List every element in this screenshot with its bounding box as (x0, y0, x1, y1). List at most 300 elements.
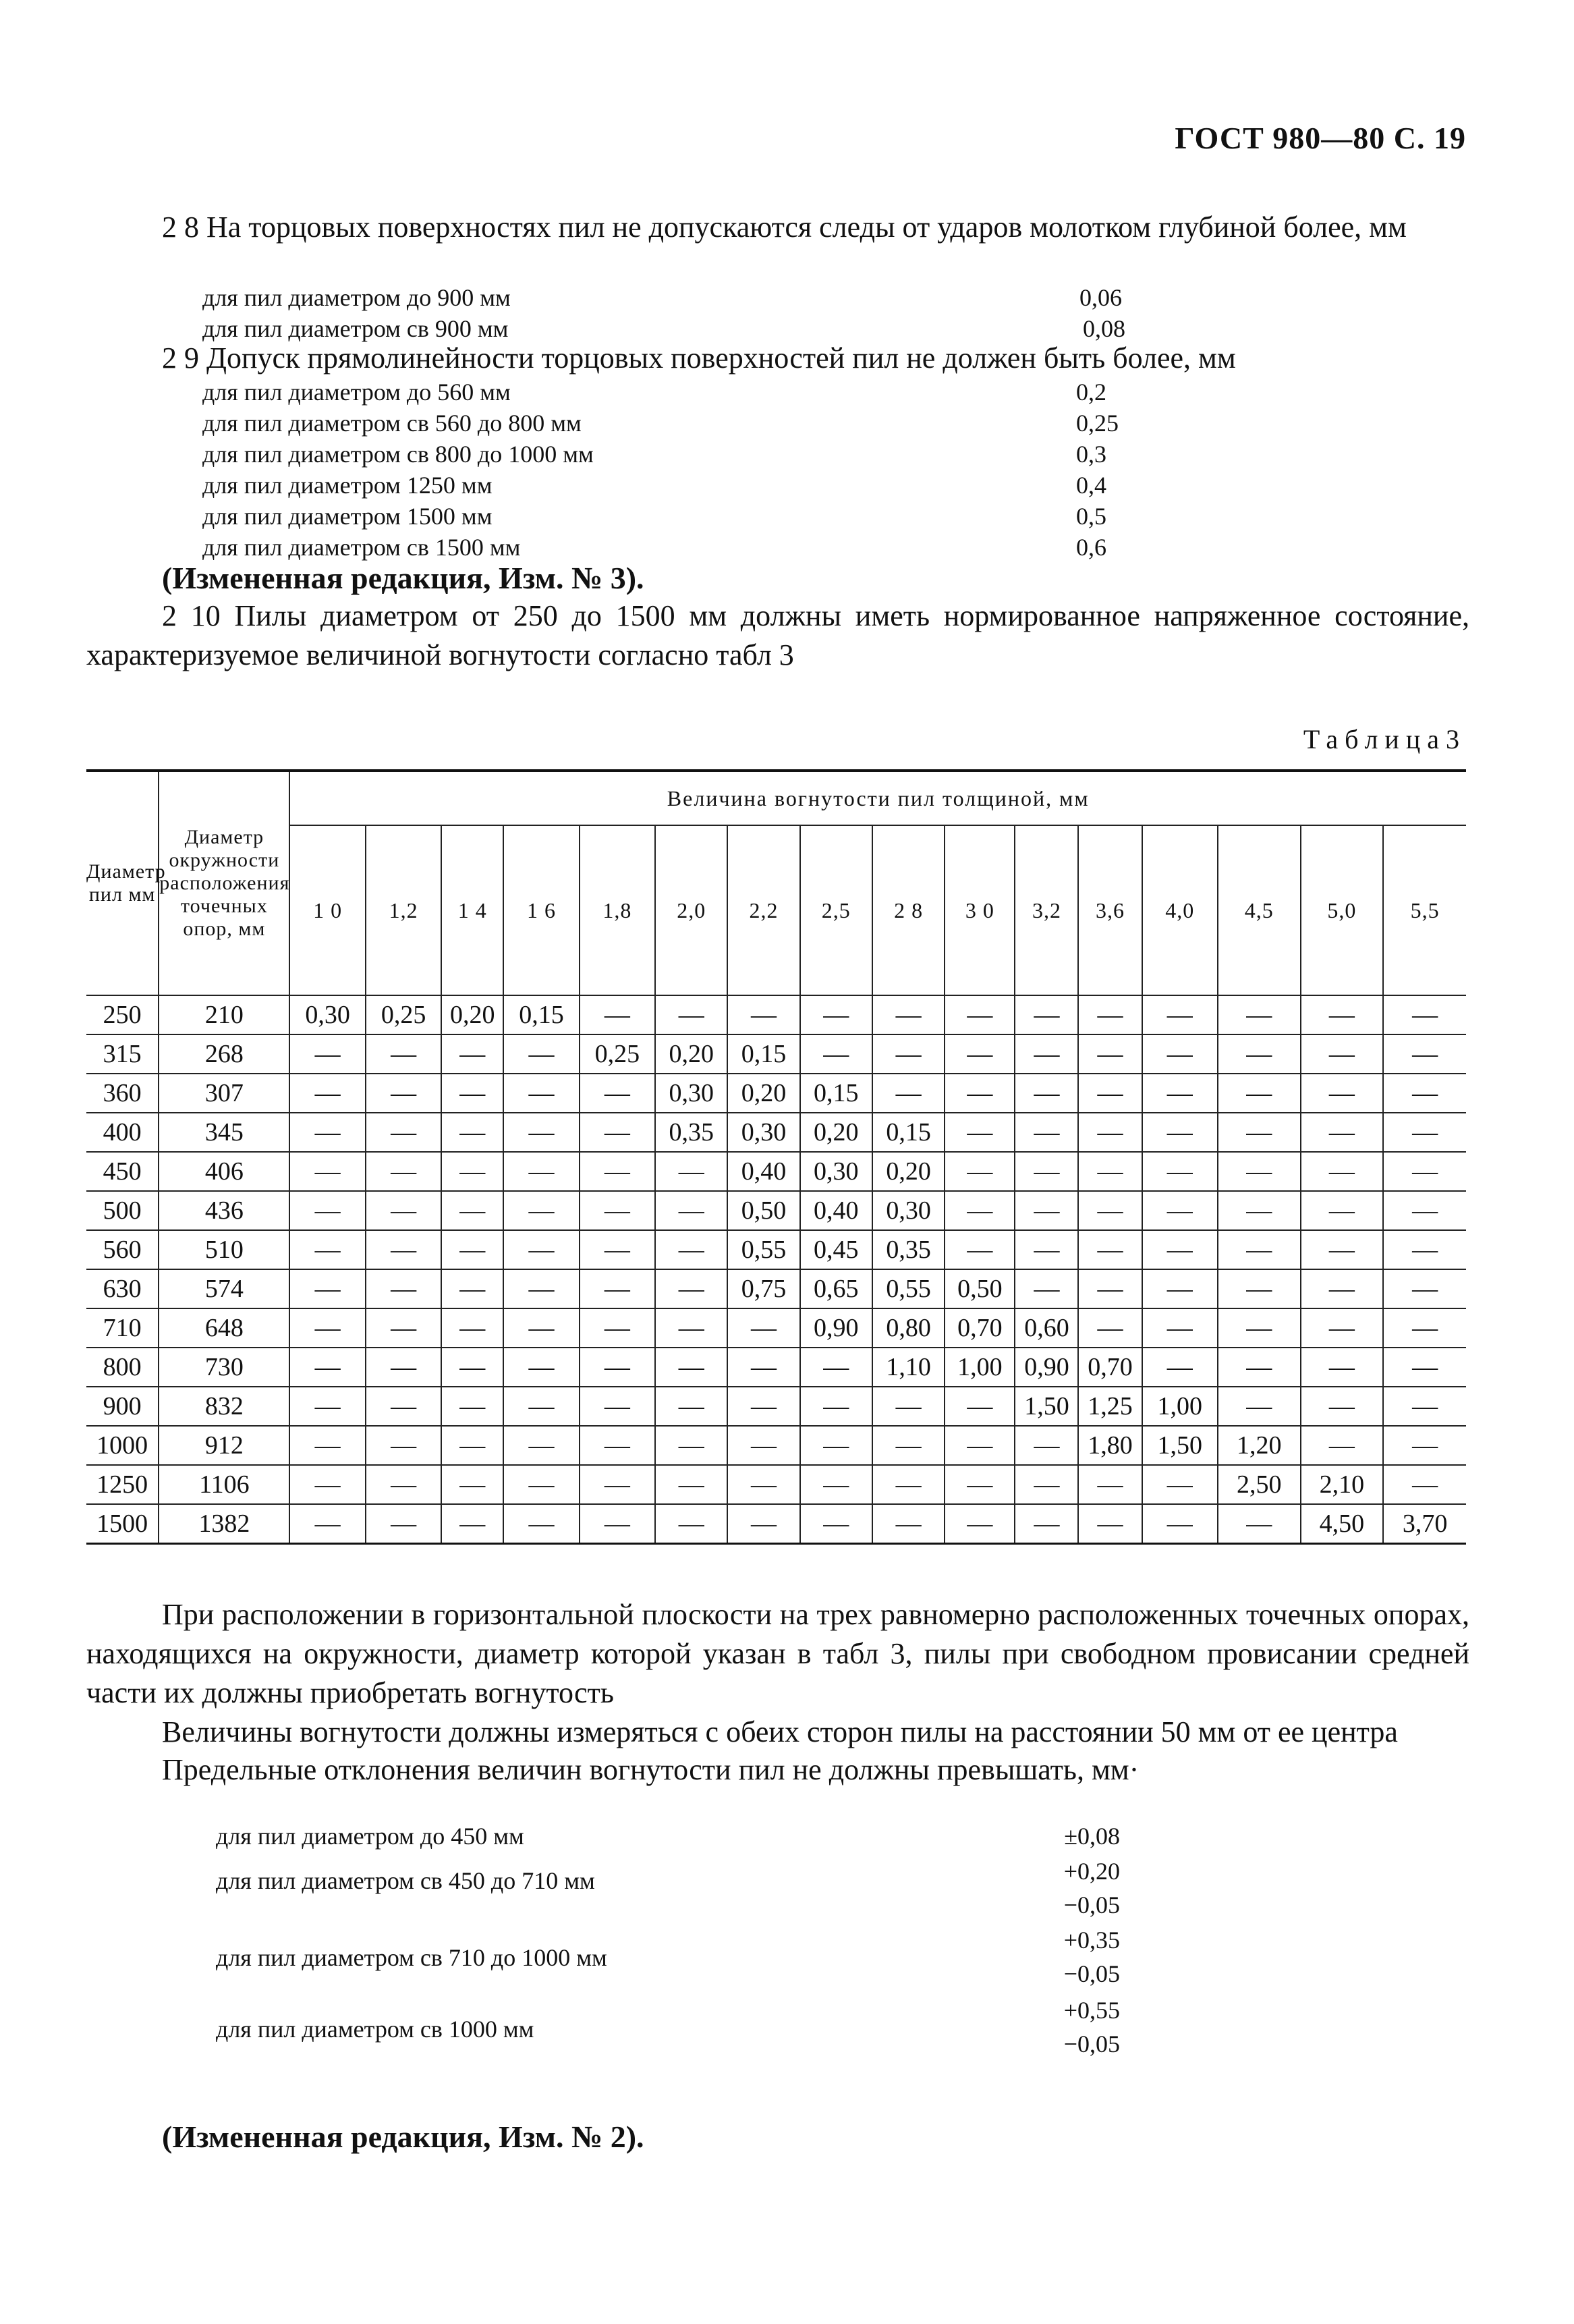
cell-concavity: 0,50 (727, 1191, 799, 1230)
cell-concavity: — (289, 1465, 365, 1504)
cell-concavity: — (1142, 1152, 1218, 1191)
cell-diameter: 800 (86, 1348, 159, 1387)
cell-concavity: — (289, 1113, 365, 1152)
cell-concavity: — (1383, 1113, 1466, 1152)
header-thickness: 3,2 (1015, 825, 1078, 995)
header-thickness: 4,5 (1218, 825, 1301, 995)
tolerance-value-lower: −0,05 (1063, 1960, 1120, 1987)
table-row (86, 1152, 1466, 1191)
cell-concavity: — (366, 1191, 441, 1230)
cell-concavity: — (1142, 1308, 1218, 1348)
cell-concavity: 0,90 (800, 1308, 872, 1348)
cell-support-diameter: 574 (159, 1269, 289, 1308)
cell-concavity: — (872, 1387, 945, 1426)
table-row (86, 1191, 1466, 1230)
header-thickness: 2,5 (800, 825, 872, 995)
cell-concavity: — (1142, 1191, 1218, 1230)
cell-concavity: — (945, 995, 1015, 1034)
cell-concavity: — (945, 1191, 1015, 1230)
tolerance-value-upper: +0,55 (1063, 1997, 1120, 2024)
cell-diameter: 500 (86, 1191, 159, 1230)
cell-concavity: — (580, 1308, 655, 1348)
paragraph-deviations-text: Предельные отклонения величин вогнутости пил не должны превышать, мм· (162, 1753, 1140, 1786)
cell-concavity: — (1078, 1113, 1142, 1152)
list-item (202, 470, 1214, 501)
cell-concavity: 0,20 (800, 1113, 872, 1152)
cell-concavity: 0,40 (800, 1191, 872, 1230)
tolerance-label: для пил диаметром до 450 мм (216, 1823, 524, 1850)
cell-concavity: 0,45 (800, 1230, 872, 1269)
cell-concavity: — (872, 1034, 945, 1074)
cell-concavity: — (1142, 1348, 1218, 1387)
cell-concavity: 1,50 (1142, 1426, 1218, 1465)
table-row (86, 1113, 1466, 1152)
cell-concavity: — (1078, 1074, 1142, 1113)
cell-concavity: 0,50 (945, 1269, 1015, 1308)
cell-concavity: — (1301, 1191, 1384, 1230)
cell-concavity: 0,20 (655, 1034, 727, 1074)
list-2-9 (202, 377, 1214, 563)
cell-diameter: 560 (86, 1230, 159, 1269)
tolerance-value-lower: −0,05 (1063, 2030, 1120, 2057)
cell-concavity: — (366, 1387, 441, 1426)
cell-concavity: 0,55 (727, 1230, 799, 1269)
tolerance-value-upper: +0,20 (1063, 1858, 1120, 1885)
cell-concavity: — (366, 1504, 441, 1544)
header-thickness: 1 6 (503, 825, 579, 995)
list-item (202, 501, 1214, 532)
cell-concavity: 0,55 (872, 1269, 945, 1308)
cell-concavity: — (945, 1426, 1015, 1465)
item-value: 0,08 (1083, 315, 1125, 342)
cell-concavity: — (289, 1387, 365, 1426)
cell-concavity: — (289, 1191, 365, 1230)
cell-concavity: — (366, 1152, 441, 1191)
header-thickness: 1 4 (441, 825, 503, 995)
tolerance-value-lower: −0,05 (1063, 1891, 1120, 1918)
cell-support-diameter: 1106 (159, 1465, 289, 1504)
cell-concavity: — (945, 1152, 1015, 1191)
cell-concavity: — (1142, 1465, 1218, 1504)
cell-concavity: — (727, 1308, 799, 1348)
cell-concavity: 0,35 (872, 1230, 945, 1269)
cell-concavity: 0,30 (872, 1191, 945, 1230)
cell-concavity: — (366, 1230, 441, 1269)
cell-concavity: — (1383, 1387, 1466, 1426)
paragraph-2-9 (86, 339, 1469, 378)
cell-concavity: — (800, 1387, 872, 1426)
table-row (86, 1074, 1466, 1113)
paragraph-placement-text: При расположении в горизонтальной плоскости на трех равномерно расположенных точечных опорах, находящихся на окружности, диаметр которой указан в табл 3, пилы при свободном провисании средней части их должны приобретать вогнутость (86, 1598, 1469, 1709)
cell-concavity: — (503, 1465, 579, 1504)
cell-concavity: — (1218, 1191, 1301, 1230)
cell-diameter: 450 (86, 1152, 159, 1191)
cell-concavity: 3,70 (1383, 1504, 1466, 1544)
cell-concavity: 2,50 (1218, 1465, 1301, 1504)
cell-concavity: — (945, 1387, 1015, 1426)
tolerance-value-upper: +0,35 (1063, 1927, 1120, 1954)
cell-concavity: — (503, 1113, 579, 1152)
cell-concavity: — (1015, 1074, 1078, 1113)
cell-concavity: — (503, 1308, 579, 1348)
table-row (86, 1387, 1466, 1426)
cell-support-diameter: 730 (159, 1348, 289, 1387)
cell-concavity: — (1078, 995, 1142, 1034)
item-label: для пил диаметром 1250 мм (202, 472, 493, 499)
cell-concavity: — (503, 1348, 579, 1387)
cell-concavity: — (580, 1113, 655, 1152)
cell-concavity: — (872, 1504, 945, 1544)
item-label: для пил диаметром св 800 до 1000 мм (202, 441, 594, 468)
cell-diameter: 630 (86, 1269, 159, 1308)
cell-concavity: — (1301, 1152, 1384, 1191)
cell-concavity: — (1383, 1034, 1466, 1074)
cell-concavity: — (503, 1034, 579, 1074)
cell-concavity: — (441, 1034, 503, 1074)
paragraph-2-10-text: 2 10 Пилы диаметром от 250 до 1500 мм должны иметь нормированное напряженное состояние, характеризуемое величиной вогнутости согласно табл 3 (86, 599, 1469, 671)
cell-concavity: — (872, 1426, 945, 1465)
cell-concavity: — (503, 1387, 579, 1426)
tolerance-label: для пил диаметром св 710 до 1000 мм (216, 1944, 607, 1971)
table-row (86, 1269, 1466, 1308)
list-item (202, 377, 1214, 408)
cell-support-diameter: 510 (159, 1230, 289, 1269)
cell-concavity: — (1383, 1465, 1466, 1504)
cell-support-diameter: 406 (159, 1152, 289, 1191)
cell-concavity: 0,90 (1015, 1348, 1078, 1387)
tolerance-label: для пил диаметром св 1000 мм (216, 2016, 534, 2043)
cell-concavity: 0,40 (727, 1152, 799, 1191)
cell-concavity: 1,25 (1078, 1387, 1142, 1426)
cell-concavity: — (727, 1504, 799, 1544)
cell-concavity: — (503, 1152, 579, 1191)
cell-concavity: — (503, 1269, 579, 1308)
cell-concavity: 2,10 (1301, 1465, 1384, 1504)
cell-diameter: 360 (86, 1074, 159, 1113)
cell-concavity: — (945, 1504, 1015, 1544)
cell-concavity: — (1383, 1074, 1466, 1113)
list-item (202, 408, 1214, 439)
cell-concavity: — (1301, 1269, 1384, 1308)
header-support-diameter: Диаметр окружности расположения точечных опор, мм (159, 771, 289, 995)
cell-concavity: — (727, 1348, 799, 1387)
cell-concavity: — (1015, 1152, 1078, 1191)
cell-concavity: 1,80 (1078, 1426, 1142, 1465)
cell-concavity: — (1301, 1308, 1384, 1348)
cell-concavity: 0,20 (727, 1074, 799, 1113)
header-thickness: 3 0 (945, 825, 1015, 995)
cell-concavity: — (580, 995, 655, 1034)
cell-concavity: — (503, 1191, 579, 1230)
cell-concavity: — (289, 1074, 365, 1113)
cell-concavity: — (441, 1504, 503, 1544)
cell-concavity: — (441, 1191, 503, 1230)
cell-concavity: — (1383, 1269, 1466, 1308)
cell-concavity: — (1078, 1465, 1142, 1504)
cell-concavity: — (580, 1230, 655, 1269)
cell-concavity: 0,80 (872, 1308, 945, 1348)
cell-support-diameter: 832 (159, 1387, 289, 1426)
cell-concavity: — (580, 1191, 655, 1230)
cell-concavity: — (289, 1152, 365, 1191)
cell-concavity: 0,65 (800, 1269, 872, 1308)
cell-concavity: — (945, 1113, 1015, 1152)
cell-diameter: 900 (86, 1387, 159, 1426)
cell-concavity: — (1301, 1426, 1384, 1465)
cell-concavity: — (945, 1034, 1015, 1074)
cell-support-diameter: 1382 (159, 1504, 289, 1544)
cell-concavity: — (441, 1348, 503, 1387)
cell-concavity: — (289, 1308, 365, 1348)
item-value: 0,5 (1076, 503, 1106, 530)
cell-concavity: — (289, 1269, 365, 1308)
cell-concavity: — (580, 1152, 655, 1191)
paragraph-2-8 (86, 208, 1469, 247)
cell-concavity: — (1078, 1308, 1142, 1348)
item-value: 0,2 (1076, 379, 1106, 406)
cell-concavity: — (580, 1465, 655, 1504)
cell-concavity: — (1142, 1504, 1218, 1544)
cell-concavity: — (441, 1426, 503, 1465)
cell-concavity: 0,25 (580, 1034, 655, 1074)
item-value: 0,3 (1076, 441, 1106, 468)
cell-concavity: 1,00 (1142, 1387, 1218, 1426)
cell-concavity: — (727, 1426, 799, 1465)
cell-support-diameter: 268 (159, 1034, 289, 1074)
cell-concavity: — (1218, 1308, 1301, 1348)
header-thickness: 2 8 (872, 825, 945, 995)
cell-concavity: — (945, 1465, 1015, 1504)
cell-concavity: — (1142, 1113, 1218, 1152)
paragraph-measurement-text: Величины вогнутости должны измеряться с обеих сторон пилы на расстоянии 50 мм от ее центра (162, 1715, 1398, 1748)
cell-support-diameter: 912 (159, 1426, 289, 1465)
header-diameter: Диаметр пил мм (86, 771, 159, 995)
cell-concavity: — (1078, 1504, 1142, 1544)
cell-concavity: — (1218, 1074, 1301, 1113)
cell-concavity: — (1301, 1348, 1384, 1387)
cell-concavity: — (800, 995, 872, 1034)
cell-concavity: — (366, 1113, 441, 1152)
cell-concavity: — (655, 1308, 727, 1348)
cell-concavity: 0,30 (800, 1152, 872, 1191)
cell-concavity: — (1142, 1230, 1218, 1269)
list-item (202, 282, 1214, 313)
header-thickness: 5,5 (1383, 825, 1466, 995)
table-row (86, 1465, 1466, 1504)
cell-concavity: — (800, 1034, 872, 1074)
cell-concavity: — (1218, 1504, 1301, 1544)
cell-concavity: 4,50 (1301, 1504, 1384, 1544)
item-label: для пил диаметром св 900 мм (202, 315, 509, 342)
cell-concavity: — (655, 1348, 727, 1387)
cell-concavity: — (503, 1504, 579, 1544)
cell-support-diameter: 210 (159, 995, 289, 1034)
cell-concavity: — (441, 1113, 503, 1152)
cell-concavity: — (727, 995, 799, 1034)
cell-concavity: — (945, 1230, 1015, 1269)
cell-concavity: — (655, 1230, 727, 1269)
cell-concavity: — (655, 1465, 727, 1504)
cell-concavity: — (366, 1465, 441, 1504)
page-header: ГОСТ 980—80 С. 19 (1175, 121, 1466, 155)
paragraph-2-9-text: 2 9 Допуск прямолинейности торцовых поверхностей пил не должен быть более, мм (162, 341, 1236, 375)
cell-concavity: 0,70 (945, 1308, 1015, 1348)
cell-concavity: — (1015, 1269, 1078, 1308)
cell-concavity: — (441, 1308, 503, 1348)
header-thickness: 4,0 (1142, 825, 1218, 995)
cell-concavity: — (655, 1426, 727, 1465)
cell-concavity: — (1218, 1230, 1301, 1269)
cell-concavity: — (872, 1074, 945, 1113)
cell-concavity: — (800, 1465, 872, 1504)
item-value: 0,6 (1076, 534, 1106, 561)
cell-concavity: 1,00 (945, 1348, 1015, 1387)
cell-concavity: — (1301, 1074, 1384, 1113)
cell-concavity: 0,30 (289, 995, 365, 1034)
cell-concavity: — (655, 1387, 727, 1426)
cell-concavity: — (1218, 995, 1301, 1034)
cell-concavity: — (580, 1504, 655, 1544)
cell-concavity: — (1078, 1191, 1142, 1230)
cell-concavity: 0,15 (503, 995, 579, 1034)
cell-concavity: — (1383, 1191, 1466, 1230)
cell-concavity: — (800, 1504, 872, 1544)
cell-concavity: — (580, 1426, 655, 1465)
paragraph-measurement (86, 1713, 1469, 1752)
cell-concavity: — (1301, 1034, 1384, 1074)
cell-concavity: — (441, 1152, 503, 1191)
cell-diameter: 315 (86, 1034, 159, 1074)
cell-concavity: — (1301, 995, 1384, 1034)
paragraph-deviations (86, 1750, 1469, 1790)
cell-concavity: — (441, 1387, 503, 1426)
item-value: 0,06 (1079, 284, 1122, 311)
cell-diameter: 400 (86, 1113, 159, 1152)
cell-concavity: — (1015, 1191, 1078, 1230)
paragraph-placement (86, 1595, 1469, 1713)
cell-concavity: — (1383, 1348, 1466, 1387)
cell-concavity: 0,15 (800, 1074, 872, 1113)
cell-support-diameter: 648 (159, 1308, 289, 1348)
cell-concavity: 0,20 (872, 1152, 945, 1191)
cell-concavity: — (1301, 1113, 1384, 1152)
cell-concavity: — (366, 1426, 441, 1465)
list-2-8 (202, 282, 1214, 344)
cell-concavity: — (366, 1308, 441, 1348)
cell-concavity: — (1015, 1504, 1078, 1544)
list-item (202, 439, 1214, 470)
cell-concavity: — (441, 1074, 503, 1113)
table-row (86, 1230, 1466, 1269)
cell-concavity: — (1301, 1387, 1384, 1426)
cell-concavity: — (1078, 1269, 1142, 1308)
cell-concavity: — (580, 1269, 655, 1308)
cell-concavity: — (503, 1230, 579, 1269)
cell-concavity: — (1078, 1230, 1142, 1269)
cell-diameter: 250 (86, 995, 159, 1034)
table-3 (86, 769, 1466, 1545)
cell-concavity: 0,20 (441, 995, 503, 1034)
cell-concavity: — (503, 1074, 579, 1113)
cell-concavity: — (1015, 1465, 1078, 1504)
item-label: для пил диаметром 1500 мм (202, 503, 493, 530)
cell-concavity: 0,30 (727, 1113, 799, 1152)
cell-concavity: — (1218, 1387, 1301, 1426)
cell-concavity: — (655, 1191, 727, 1230)
cell-concavity: — (1015, 1230, 1078, 1269)
cell-concavity: — (655, 995, 727, 1034)
cell-concavity: — (1142, 1269, 1218, 1308)
table-title: Таблица3 (1303, 724, 1466, 754)
cell-support-diameter: 307 (159, 1074, 289, 1113)
cell-concavity: — (872, 1465, 945, 1504)
cell-concavity: — (289, 1348, 365, 1387)
cell-concavity: 0,75 (727, 1269, 799, 1308)
cell-concavity: — (727, 1387, 799, 1426)
cell-concavity: — (1383, 1230, 1466, 1269)
cell-concavity: — (580, 1348, 655, 1387)
cell-concavity: 1,10 (872, 1348, 945, 1387)
cell-concavity: — (1383, 1308, 1466, 1348)
cell-concavity: — (1218, 1113, 1301, 1152)
cell-diameter: 1000 (86, 1426, 159, 1465)
cell-concavity: — (655, 1504, 727, 1544)
cell-concavity: — (1078, 1152, 1142, 1191)
table-row (86, 1034, 1466, 1074)
header-thickness: 1,2 (366, 825, 441, 995)
cell-concavity: — (1015, 1426, 1078, 1465)
table-row (86, 995, 1466, 1034)
cell-concavity: — (503, 1426, 579, 1465)
cell-concavity: — (1383, 995, 1466, 1034)
cell-concavity: — (366, 1348, 441, 1387)
table-row (86, 1426, 1466, 1465)
cell-concavity: 0,15 (727, 1034, 799, 1074)
cell-concavity: — (655, 1269, 727, 1308)
header-concavity-group: Величина вогнутости пил толщиной, мм (289, 771, 1466, 825)
cell-concavity: 0,15 (872, 1113, 945, 1152)
cell-concavity: — (441, 1269, 503, 1308)
cell-concavity: — (800, 1348, 872, 1387)
cell-concavity: — (580, 1387, 655, 1426)
cell-concavity: 0,60 (1015, 1308, 1078, 1348)
cell-concavity: 0,30 (655, 1074, 727, 1113)
item-label: для пил диаметром св 1500 мм (202, 534, 521, 561)
cell-concavity: — (1015, 1113, 1078, 1152)
item-label: для пил диаметром до 560 мм (202, 379, 511, 406)
cell-concavity: — (441, 1230, 503, 1269)
cell-support-diameter: 345 (159, 1113, 289, 1152)
cell-concavity: — (872, 995, 945, 1034)
cell-concavity: 0,35 (655, 1113, 727, 1152)
paragraph-2-8-text: 2 8 На торцовых поверхностях пил не допускаются следы от ударов молотком глубиной более, мм (162, 211, 1407, 244)
cell-concavity: — (1218, 1034, 1301, 1074)
cell-support-diameter: 436 (159, 1191, 289, 1230)
revision-note-2: (Измененная редакция, Изм. № 2). (162, 2120, 644, 2154)
cell-concavity: 0,70 (1078, 1348, 1142, 1387)
cell-concavity: — (1218, 1348, 1301, 1387)
cell-concavity: 1,50 (1015, 1387, 1078, 1426)
cell-concavity: — (1142, 1034, 1218, 1074)
list-item (202, 532, 1214, 563)
cell-concavity: — (1142, 1074, 1218, 1113)
item-value: 0,25 (1076, 410, 1119, 437)
header-thickness: 1,8 (580, 825, 655, 995)
table-row (86, 1504, 1466, 1544)
cell-concavity: — (1142, 995, 1218, 1034)
cell-concavity: — (366, 1074, 441, 1113)
tolerance-value: ±0,08 (1064, 1823, 1120, 1850)
